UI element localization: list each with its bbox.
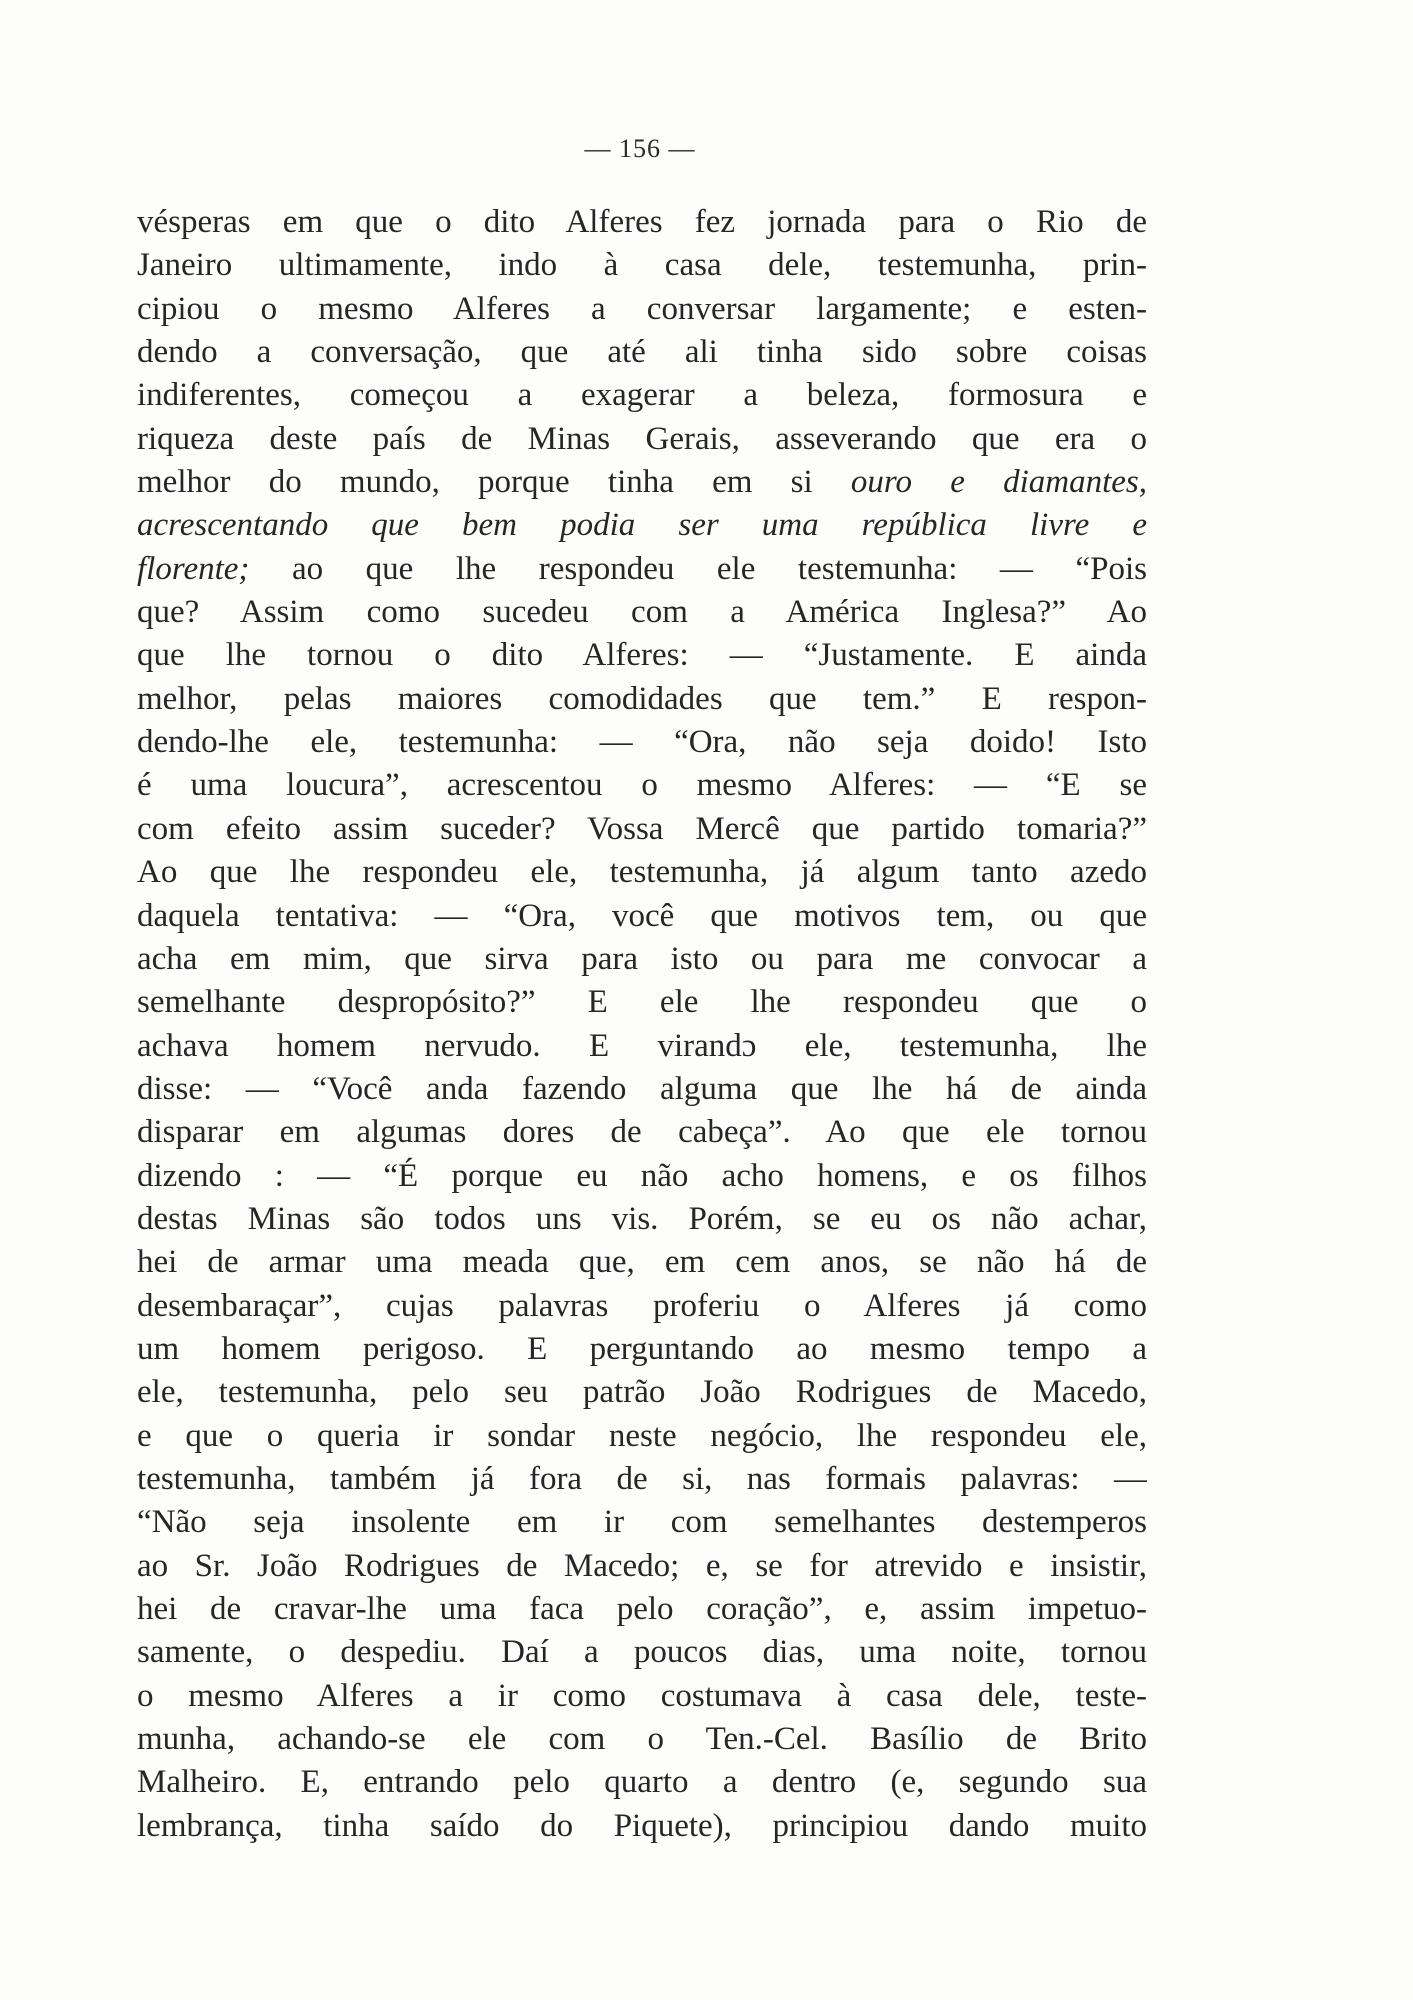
text-segment: vésperas em que o dito Alferes fez jornada para o Rio de [137,204,1147,240]
text-segment: semelhante despropósito?” E ele lhe respondeu que o [137,984,1147,1021]
text-line [137,1328,1147,1371]
text-segment: ao Sr. João Rodrigues de Macedo; e, se for atrevido e insistir, [137,1547,1147,1584]
text-line [137,1761,1147,1804]
text-line [137,1415,1147,1458]
text-line [137,1371,1147,1414]
text-line [137,1631,1147,1674]
text-segment: ao que lhe respondeu ele testemunha: — “Pois [249,550,1147,587]
text-segment: melhor, pelas maiores comodidades que tem.” E respon- [137,680,1147,717]
text-line [137,808,1147,851]
text-line [137,851,1147,894]
text-line [137,1545,1147,1588]
text-line [137,504,1147,547]
text-segment: o mesmo Alferes a ir como costumava à casa dele, teste- [137,1677,1147,1714]
text-line [137,895,1147,938]
text-segment: daquela tentativa: — “Ora, você que motivos tem, ou que [137,897,1147,934]
body-text [137,201,1147,1848]
text-segment: desembaraçar”, cujas palavras proferiu o Alferes já como [137,1287,1147,1324]
text-line [137,1241,1147,1284]
text-line [137,1068,1147,1111]
text-line [137,1155,1147,1198]
text-segment: hei de armar uma meada que, em cem anos, se não há de [137,1244,1147,1281]
text-segment: testemunha, também já fora de si, nas formais palavras: — [137,1460,1147,1497]
text-segment: acha em mim, que sirva para isto ou para me convocar a [137,940,1147,977]
text-segment: Malheiro. E, entrando pelo quarto a dentro (e, segundo sua [137,1764,1147,1801]
text-line [137,418,1147,461]
text-segment: lembrança, tinha saído do Piquete), principiou dando muito [137,1807,1147,1844]
text-line [137,1111,1147,1154]
text-segment: que lhe tornou o dito Alferes: — “Justamente. E ainda [137,637,1147,674]
text-segment: hei de cravar-lhe uma faca pelo coração”, e, assim impetuo- [137,1591,1147,1627]
text-line [137,591,1147,634]
text-line [137,1588,1147,1631]
text-line [137,374,1147,417]
text-line [137,938,1147,981]
text-segment: riqueza deste país de Minas Gerais, asseverando que era o [137,420,1147,457]
text-segment: munha, achando-se ele com o Ten.-Cel. Basílio de Brito [137,1721,1147,1758]
text-segment: “Não seja insolente em ir com semelhantes destemperos [137,1504,1147,1541]
italic-text: acrescentando que bem podia ser uma república livre e [137,507,1147,544]
text-segment: indiferentes, começou a exagerar a beleza, formosura e [137,377,1147,414]
italic-text: ouro e diamantes, [850,464,1147,501]
text-segment: é uma loucura”, acrescentou o mesmo Alferes: — “E se [137,767,1147,804]
text-segment: disse: — “Você anda fazendo alguma que lhe há de ainda [137,1070,1147,1107]
text-line [137,1025,1147,1068]
text-segment: dendo a conversação, que até ali tinha sido sobre coisas [137,334,1147,371]
text-line [137,1198,1147,1241]
text-segment: ele, testemunha, pelo seu patrão João Rodrigues de Macedo, [137,1374,1147,1411]
text-line [137,1458,1147,1501]
text-line [137,244,1147,287]
text-segment: achava homem nervudo. E virandɔ ele, testemunha, lhe [137,1027,1147,1064]
text-segment: disparar em algumas dores de cabeça”. Ao que ele tornou [137,1114,1147,1151]
text-segment: destas Minas são todos uns vis. Porém, se eu os não achar, [137,1200,1147,1237]
text-segment: melhor do mundo, porque tinha em si [137,464,851,501]
text-line [137,1675,1147,1718]
text-line [137,201,1147,244]
text-line [137,1718,1147,1761]
text-segment: cipiou o mesmo Alferes a conversar largamente; e esten- [137,290,1147,327]
text-line [137,721,1147,764]
text-line [137,634,1147,677]
text-segment: que? Assim como sucedeu com a América Inglesa?” Ao [137,594,1147,631]
text-line [137,1805,1147,1848]
text-segment: Ao que lhe respondeu ele, testemunha, já algum tanto azedo [137,854,1147,891]
italic-text: florente; [137,550,250,587]
text-segment: dendo-lhe ele, testemunha: — “Ora, não seja doido! Isto [137,724,1147,761]
text-segment: com efeito assim suceder? Vossa Mercê que partido tomaria?” [137,810,1147,847]
text-line [137,288,1147,331]
text-segment: samente, o despediu. Daí a poucos dias, uma noite, tornou [137,1634,1147,1671]
text-segment: dizendo : — “É porque eu não acho homens, e os filhos [137,1157,1147,1194]
text-segment: Janeiro ultimamente, indo à casa dele, testemunha, prin- [137,247,1147,284]
text-line [137,1285,1147,1328]
page-number: — 156 — [584,134,696,163]
text-line [137,981,1147,1024]
text-line [137,678,1147,721]
text-line [137,331,1147,374]
text-segment: um homem perigoso. E perguntando ao mesmo tempo a [137,1330,1147,1367]
text-line [137,461,1147,504]
text-line [137,764,1147,807]
text-line [137,548,1147,591]
text-line [137,1501,1147,1544]
text-segment: e que o queria ir sondar neste negócio, lhe respondeu ele, [137,1417,1147,1454]
